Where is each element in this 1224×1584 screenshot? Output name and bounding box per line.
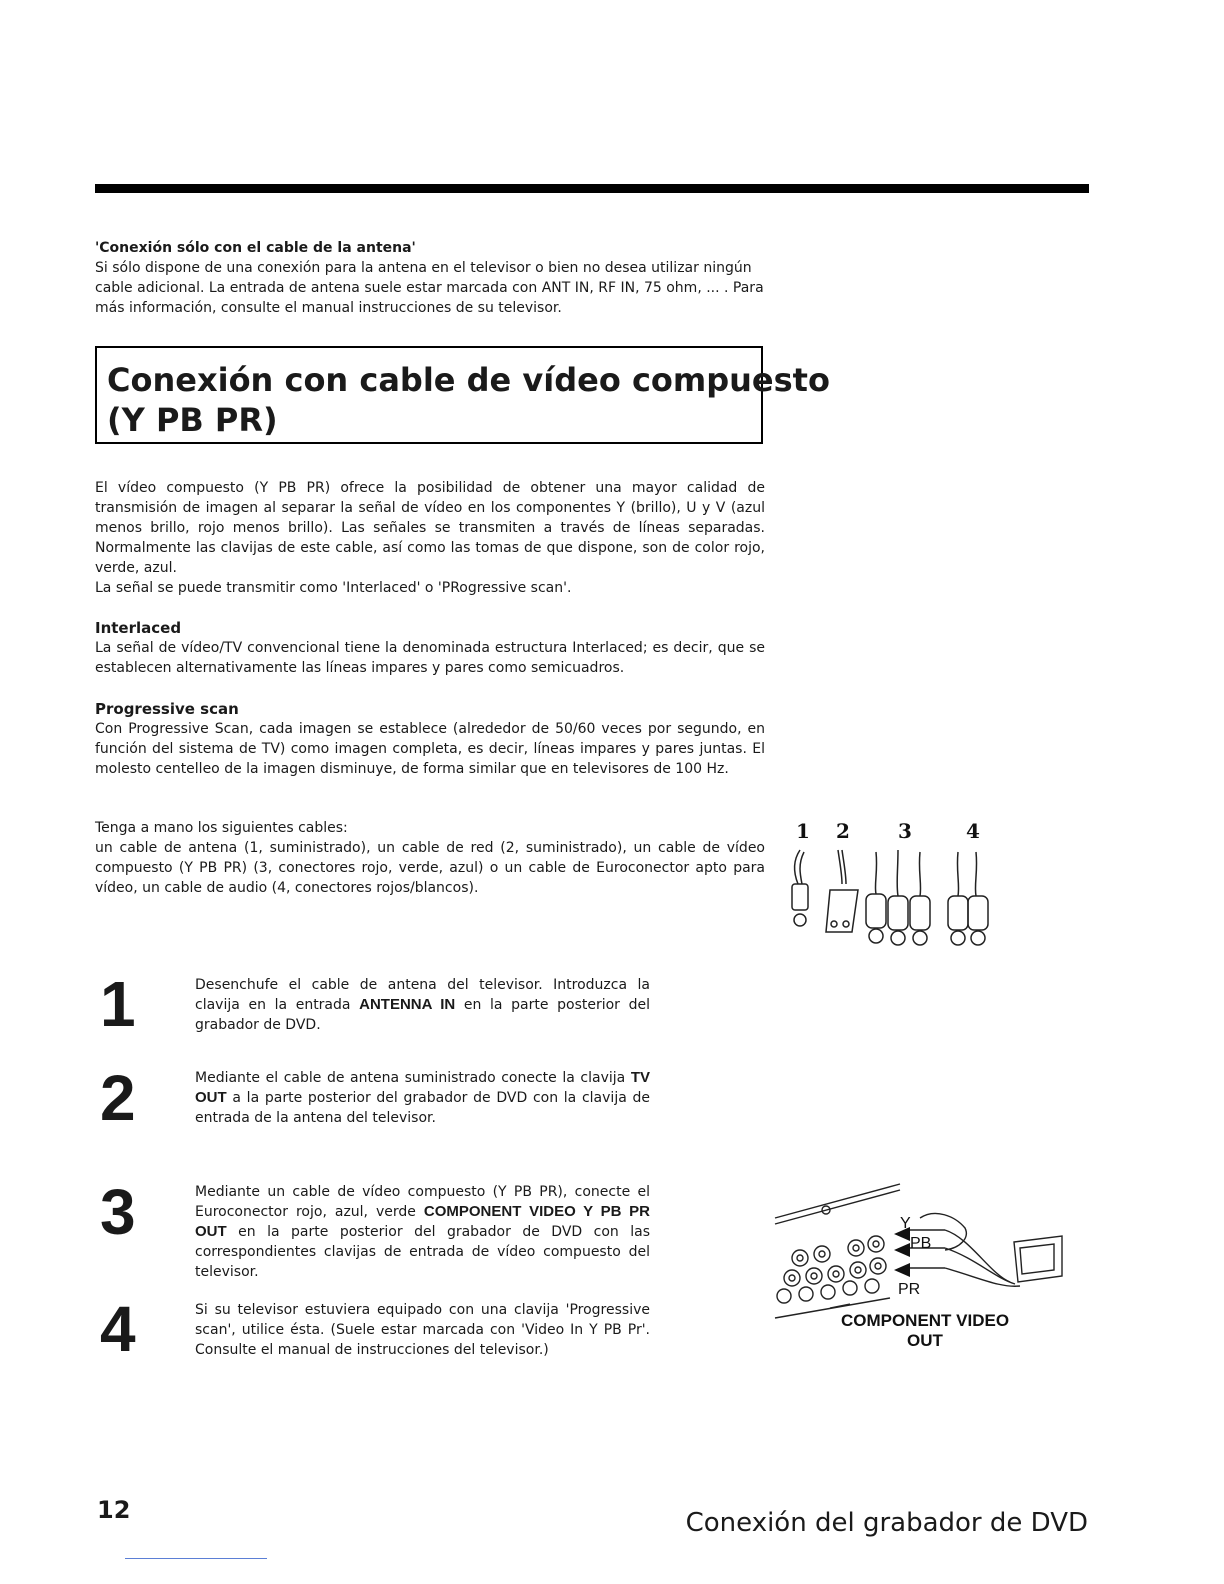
label-pb: PB <box>910 1235 932 1252</box>
footer-section-title: Conexión del grabador de DVD <box>685 1508 1088 1538</box>
step-3-number: 3 <box>100 1176 136 1248</box>
cable-label-4: 4 <box>966 819 980 843</box>
required-cables-section <box>95 818 765 898</box>
cable-label-2: 2 <box>836 819 850 843</box>
composite-description: El vídeo compuesto (Y PB PR) ofrece la posibilidad de obtener una mayor calidad de transmisión de imagen al separar la señal de vídeo en los componentes Y (brillo), U y V (azul menos brillo, rojo menos brillo). Las señales se transmiten a través de líneas separadas. Normalmente las clavijas de este cable, así como las tomas de que dispone, son de color rojo, verde, azul. <box>95 480 765 576</box>
component-caption-line1: COMPONENT VIDEO <box>840 1311 1010 1330</box>
step-2-number: 2 <box>100 1062 136 1134</box>
step-1-keyword: ANTENNA IN <box>359 996 456 1013</box>
progressive-section <box>95 699 765 779</box>
step-4-number: 4 <box>100 1293 136 1365</box>
label-pr: PR <box>898 1281 921 1298</box>
step-3-text: Mediante un cable de vídeo compuesto (Y PB PR), conecte el Euroconector rojo, azul, verde COMPONENT VIDEO Y PB PR OUT en la parte posterior del grabador de DVD con las correspondientes clavijas de entrada de vídeo compuesto del televisor. <box>195 1184 650 1280</box>
step-3-keyword: COMPONENT VIDEO Y PB PR OUT <box>195 1203 650 1240</box>
component-video-illustration <box>770 1178 1070 1358</box>
top-rule <box>95 184 1089 193</box>
signal-modes-text: La señal se puede transmitir como 'Interlaced' o 'PRogressive scan'. <box>95 580 572 596</box>
bottom-underline <box>125 1558 267 1559</box>
page-number: 12 <box>97 1496 131 1524</box>
component-caption-line2: OUT <box>907 1331 943 1350</box>
cables-illustration <box>780 812 1000 962</box>
interlaced-heading: Interlaced <box>95 619 182 637</box>
cable-label-1: 1 <box>796 819 810 843</box>
required-cables-text: un cable de antena (1, suministrado), un cable de red (2, suministrado), un cable de vídeo compuesto (Y PB PR) (3, conectores rojo, verde, azul) o un cable de Euroconector apto para vídeo, un cable de audio (4, conectores rojos/blancos). <box>95 840 765 896</box>
cable-label-3: 3 <box>898 819 912 843</box>
section-title-line1: Conexión con cable de vídeo compuesto <box>107 361 830 399</box>
step-2-text: Mediante el cable de antena suministrado conecte la clavija TV OUT a la parte posterior del grabador de DVD con la clavija de entrada de la antena del televisor. <box>195 1069 650 1126</box>
section-title-box <box>95 346 830 444</box>
interlaced-section <box>95 618 765 678</box>
step-4-text: Si su televisor estuviera equipado con una clavija 'Progressive scan', utilice ésta. (Suele estar marcada con 'Video In Y PB Pr'. Consulte el manual de instrucciones del televisor.) <box>195 1302 650 1358</box>
step-1-number: 1 <box>100 968 136 1040</box>
step-2-keyword: TV OUT <box>195 1069 650 1106</box>
interlaced-text: La señal de vídeo/TV convencional tiene la denominada estructura Interlaced; es decir, que se establecen alternativamente las líneas impares y pares como semicuadros. <box>95 640 765 676</box>
antenna-only-note <box>95 238 785 318</box>
label-y: Y <box>900 1215 911 1232</box>
required-cables-intro: Tenga a mano los siguientes cables: <box>95 820 348 836</box>
progressive-heading: Progressive scan <box>95 700 239 718</box>
step-1-text: Desenchufe el cable de antena del televisor. Introduzca la clavija en la entrada ANTENNA IN en la parte posterior del grabador de DVD. <box>195 977 650 1033</box>
section-title-line2: (Y PB PR) <box>107 401 278 439</box>
antenna-only-heading: 'Conexión sólo con el cable de la antena' <box>95 240 416 256</box>
antenna-only-text: Si sólo dispone de una conexión para la antena en el televisor o bien no desea utilizar ningún cable adicional. La entrada de antena suele estar marcada con ANT IN, RF IN, 75 ohm, ... . Para más información, consulte el manual instrucciones de su televisor. <box>95 260 764 316</box>
progressive-text: Con Progressive Scan, cada imagen se establece (alrededor de 50/60 veces por segundo, en función del sistema de TV) como imagen completa, es decir, líneas impares y pares juntas. El molesto centelleo de la imagen disminuye, de forma similar que en televisores de 100 Hz. <box>95 721 765 777</box>
